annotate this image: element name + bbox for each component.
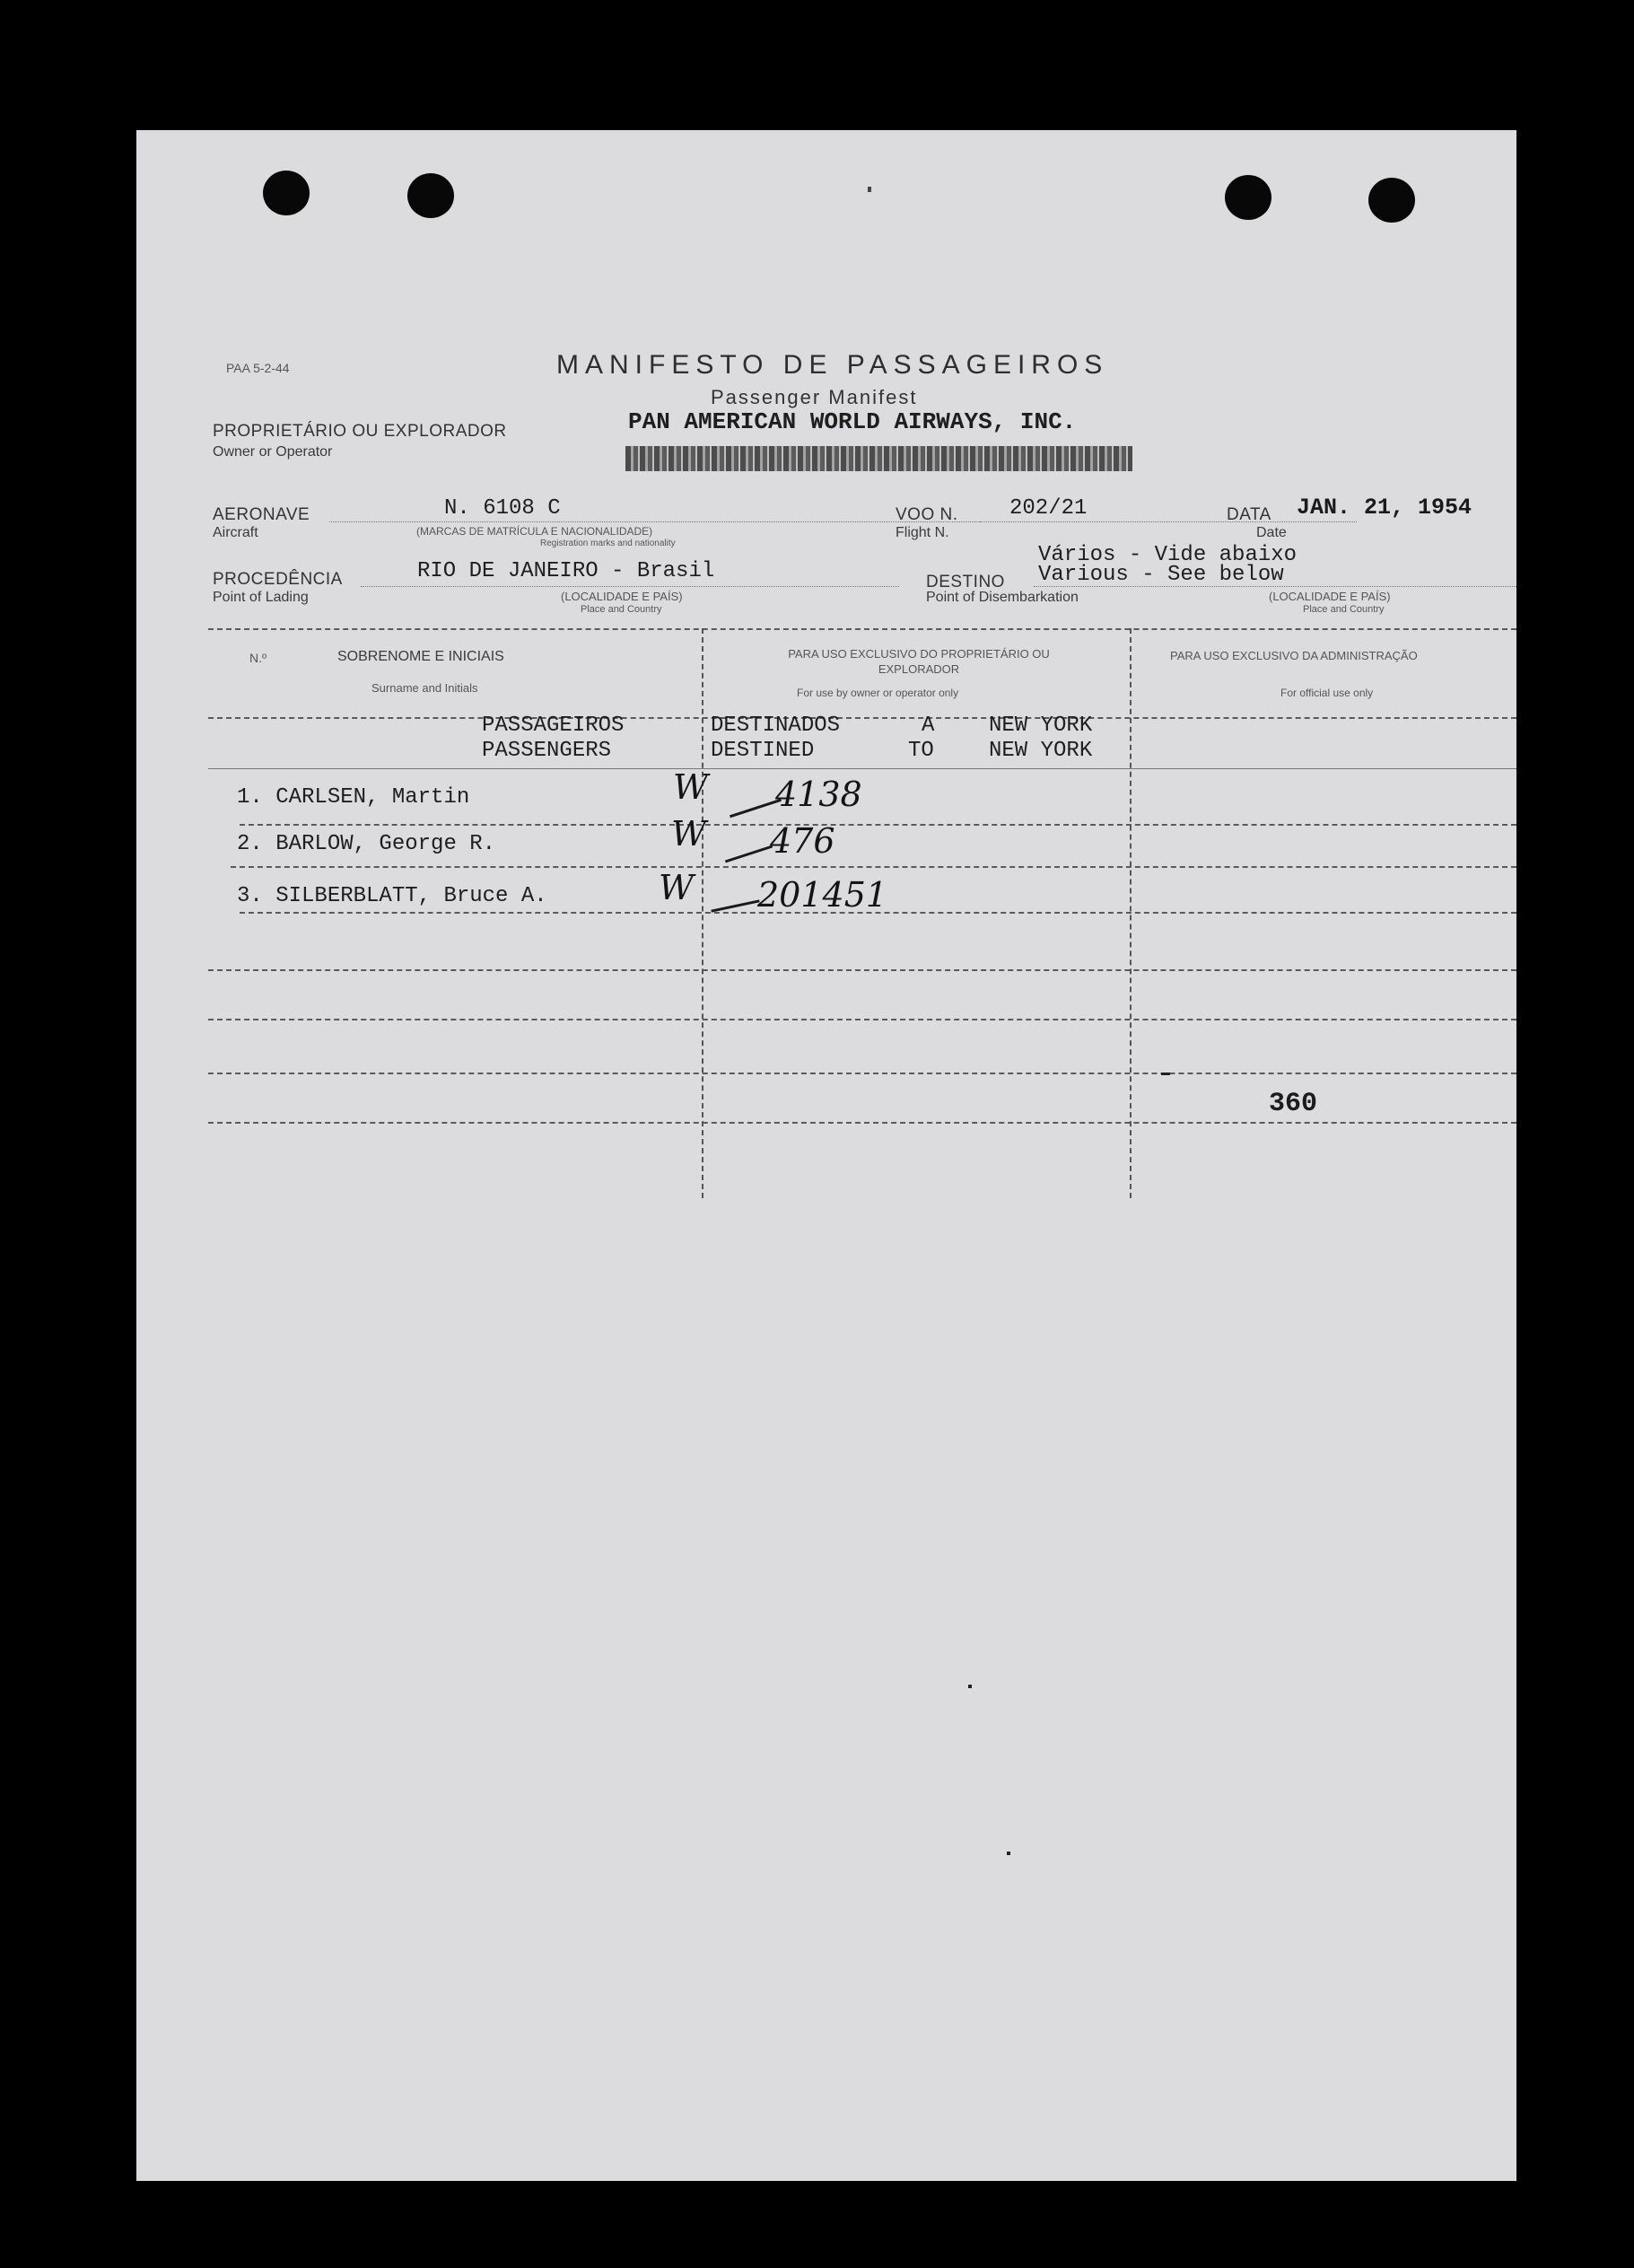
passenger-1-mark: W: [673, 767, 709, 807]
punch-hole-right-1: [1225, 175, 1271, 220]
column-admin-header: PARA USO EXCLUSIVO DA ADMINISTRAÇÃO: [1170, 649, 1418, 662]
destined-label-en: DESTINED: [711, 739, 815, 763]
passenger-row-2: 2. BARLOW, George R.: [237, 832, 496, 856]
aircraft-label: AERONAVE: [213, 505, 310, 524]
passenger-2-number: 476: [770, 821, 835, 861]
destined-city-en: NEW YORK: [989, 739, 1093, 763]
form-code: PAA 5-2-44: [226, 361, 290, 375]
column-owner-header: PARA USO EXCLUSIVO DO PROPRIETÁRIO OU EXPLORADOR: [788, 647, 1050, 676]
owner-label: PROPRIETÁRIO OU EXPLORADOR: [213, 422, 507, 441]
page-number: 360: [1269, 1089, 1318, 1119]
column-name-header-en: Surname and Initials: [371, 681, 478, 695]
destination-label-en: Point of Disembarkation: [926, 590, 1079, 605]
destined-to-pt: A: [922, 714, 935, 738]
aircraft-note-en: Registration marks and nationality: [540, 539, 676, 548]
owner-label-en: Owner or Operator: [213, 444, 333, 460]
date-label-en: Date: [1256, 525, 1287, 540]
manifest-subtitle: Passenger Manifest: [711, 386, 918, 408]
destination-note: (LOCALIDADE E PAÍS): [1269, 590, 1391, 603]
destination-note-en: Place and Country: [1303, 604, 1385, 615]
manifest-sheet: [136, 130, 1516, 2181]
passenger-row-3: 3. SILBERBLATT, Bruce A.: [237, 884, 547, 908]
destination-value-en: Various - See below: [1038, 563, 1284, 587]
passengers-header-pt: PASSAGEIROS: [482, 714, 625, 738]
column-admin-header-en: For official use only: [1280, 687, 1374, 699]
punch-hole-left-1: [263, 171, 310, 215]
passenger-row-1: 1. CARLSEN, Martin: [237, 785, 470, 810]
aircraft-note: (MARCAS DE MATRÍCULA E NACIONALIDADE): [416, 525, 653, 538]
origin-label-en: Point of Lading: [213, 590, 309, 605]
punch-hole-right-2: [1368, 178, 1415, 223]
origin-label: PROCEDÊNCIA: [213, 570, 343, 589]
passenger-1-number: 4138: [775, 775, 862, 814]
flight-date: JAN. 21, 1954: [1297, 495, 1472, 521]
company-name: PAN AMERICAN WORLD AIRWAYS, INC.: [628, 408, 1077, 435]
destination-label: DESTINO: [926, 573, 1005, 591]
column-number-header: N.º: [249, 651, 267, 665]
origin-value: RIO DE JANEIRO - Brasil: [417, 559, 715, 583]
flight-number: 202/21: [1009, 496, 1088, 521]
struck-through-text: [625, 446, 1132, 471]
passenger-3-number: 201451: [757, 875, 888, 915]
origin-note-en: Place and Country: [581, 604, 662, 615]
aircraft-registration: N. 6108 C: [444, 496, 561, 521]
destination-value-pt: Vários - Vide abaixo: [1038, 543, 1298, 567]
passengers-header-en: PASSENGERS: [482, 739, 612, 763]
column-name-header: SOBRENOME E INICIAIS: [337, 649, 504, 664]
destined-city-pt: NEW YORK: [989, 714, 1093, 738]
destined-label-pt: DESTINADOS: [711, 714, 841, 738]
aircraft-label-en: Aircraft: [213, 525, 258, 540]
manifest-title: MANIFESTO DE PASSAGEIROS: [556, 350, 1109, 380]
column-owner-header-en: For use by owner or operator only: [797, 687, 959, 699]
punch-hole-left-2: [407, 173, 454, 218]
passenger-3-mark: W: [659, 868, 695, 907]
destined-to-en: TO: [908, 739, 934, 763]
passenger-2-mark: W: [671, 814, 707, 854]
origin-note: (LOCALIDADE E PAÍS): [561, 590, 683, 603]
date-label: DATA: [1227, 505, 1271, 524]
flight-label: VOO N.: [896, 505, 958, 524]
flight-label-en: Flight N.: [896, 525, 949, 540]
